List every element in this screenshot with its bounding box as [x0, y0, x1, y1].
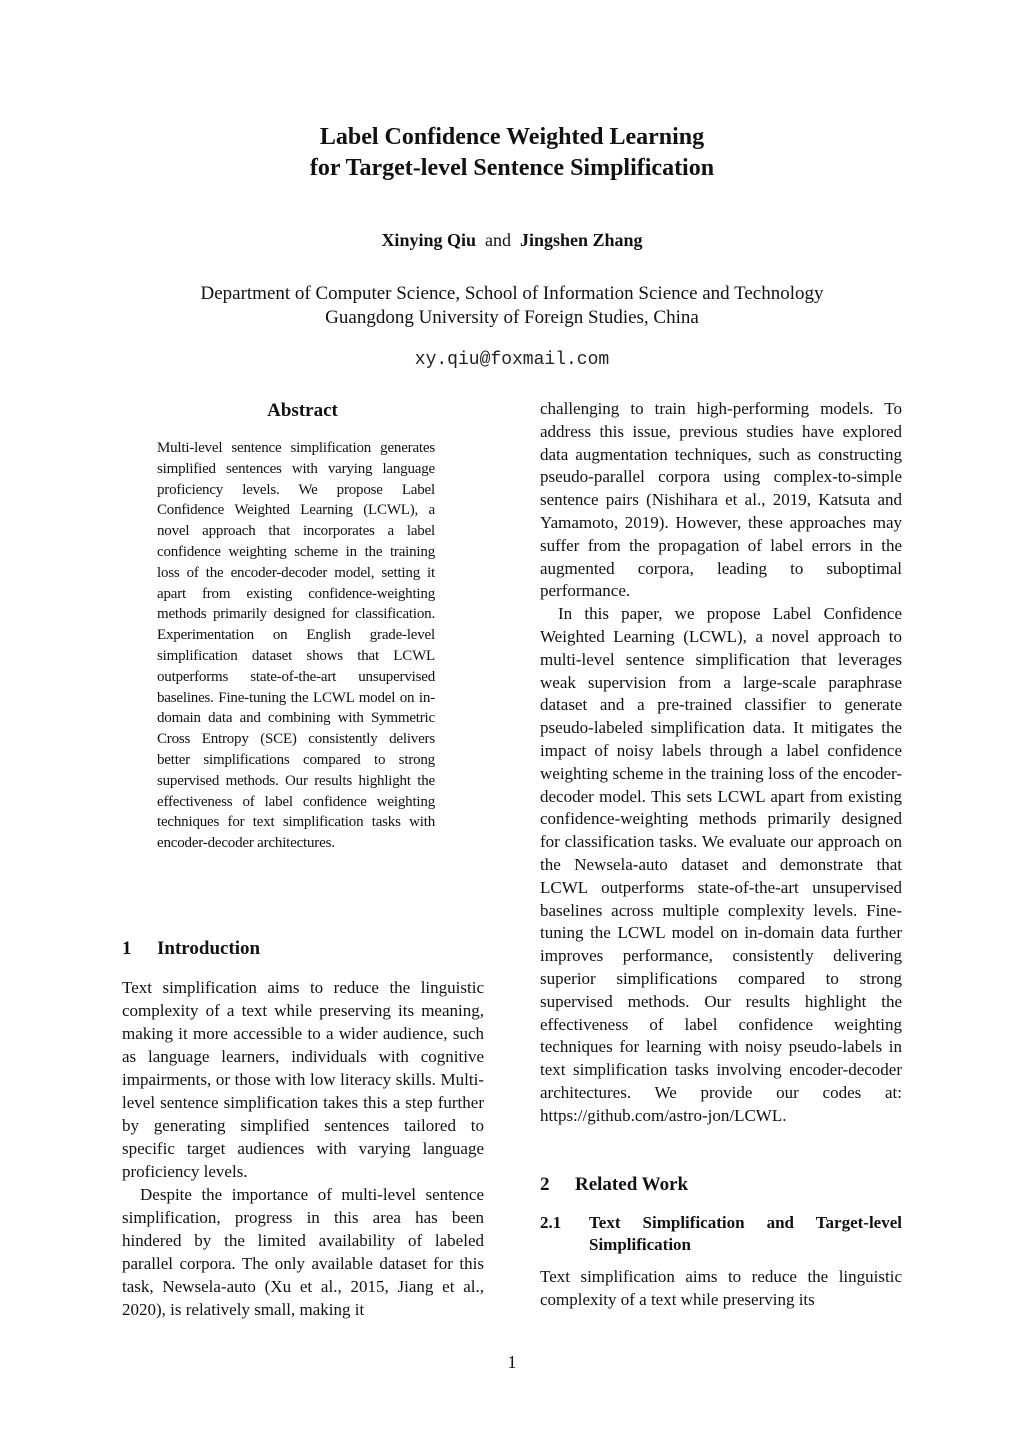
related-work-paragraph-1: Text simplification aims to reduce the linguistic complexity of a text while preserving its [540, 1267, 902, 1309]
section-1-number: 1 [122, 938, 132, 959]
affiliation-line-2: Guangdong University of Foreign Studies, China [325, 307, 699, 328]
abstract-text: Multi-level sentence simplification generates simplified sentences with varying language proficiency levels. We propose Label Confidence Weighted Learning (LCWL), a novel approach that incorporates a label confidence weighting scheme in the training loss of the encoder-decoder model, setting it apart from existing confidence-weighting methods primarily designed for classification. Experimentation on English grade-level simplification dataset shows that LCWL outperforms state-of-the-art unsupervised baselines. Fine-tuning the LCWL model on in-domain data and combining with Symmetric Cross Entropy (SCE) consistently delivers better simplifications compared to strong supervised methods. Our results highlight the effectiveness of label confidence weighting techniques for text simplification tasks with encoder-decoder architectures. [157, 440, 435, 852]
author-separator: and [484, 230, 511, 250]
affiliation-line-1: Department of Computer Science, School of Information Science and Technology [200, 283, 824, 304]
intro-paragraph-1: Text simplification aims to reduce the linguistic complexity of a text while preserving its meaning, making it more accessible to a wider audience, such as language learners, individuals with cognitive impairments, or those with low literacy skills. Multi-level sentence simplification takes this a step further by generating simplified sentences tailored to specific target audiences with varying language proficiency levels. [122, 978, 484, 1181]
section-2-number: 2 [540, 1174, 550, 1195]
introduction-body [122, 976, 484, 1321]
subsection-2-1-number: 2.1 [540, 1213, 562, 1232]
section-1-heading [122, 938, 260, 960]
subsection-2-1-heading [540, 1212, 902, 1256]
title-line-2: for Target-level Sentence Simplification [309, 155, 715, 181]
abstract-heading: Abstract [267, 400, 338, 421]
section-2-heading [540, 1174, 688, 1196]
intro-paragraph-2: Despite the importance of multi-level sentence simplification, progress in this area has been hindered by the limited availability of labeled parallel corpora. The only available dataset for this task, Newsela-auto (Xu et al., 2015, Jiang et al., 2020), is relatively small, making it [122, 1185, 484, 1319]
page-number: 1 [507, 1352, 517, 1372]
section-2-title: Related Work [575, 1174, 689, 1195]
right-paragraph-2: In this paper, we propose Label Confidence Weighted Learning (LCWL), a novel approach to multi-level sentence simplification that leverages weak supervision from a large-scale paraphrase dataset and a pre-trained classifier to generate pseudo-labeled simplification data. It mitigates the impact of noisy labels through a label confidence weighting scheme in the training loss of the encoder-decoder model. This sets LCWL apart from existing confidence-weighting methods primarily designed for classification tasks. We evaluate our approach on the Newsela-auto dataset and demonstrate that LCWL outperforms state-of-the-art unsupervised baselines across multiple complexity levels. Fine-tuning the LCWL model on in-domain data further improves performance, consistently delivering superior simplifications compared to strong supervised methods. Our results highlight the effectiveness of label confidence weighting techniques for learning with noisy pseudo-labels in text simplification tasks involving encoder-decoder architectures. We provide our codes at: https://github.com/astro-jon/LCWL. [540, 604, 902, 1125]
author-list [0, 230, 1024, 251]
right-paragraph-1: challenging to train high-performing models. To address this issue, previous studies have explored data augmentation techniques, such as constructing pseudo-parallel corpora using complex-to-simple sentence pairs (Nishihara et al., 2019, Katsuta and Yamamoto, 2019). However, these approaches may suffer from the propagation of label errors in the augmented corpora, leading to suboptimal performance. [540, 399, 902, 601]
related-work-body [540, 1265, 902, 1311]
paper-title [0, 122, 1024, 184]
affiliation [0, 282, 1024, 330]
section-1-title: Introduction [157, 938, 261, 959]
subsection-2-1-title: Text Simplification and Target-level Simplification [589, 1213, 902, 1254]
right-column-body [540, 398, 902, 1128]
author-2: Jingshen Zhang [519, 230, 643, 250]
author-1: Xinying Qiu [381, 230, 476, 250]
title-line-1: Label Confidence Weighted Learning [319, 124, 705, 150]
author-email: xy.qiu@foxmail.com [414, 350, 610, 370]
